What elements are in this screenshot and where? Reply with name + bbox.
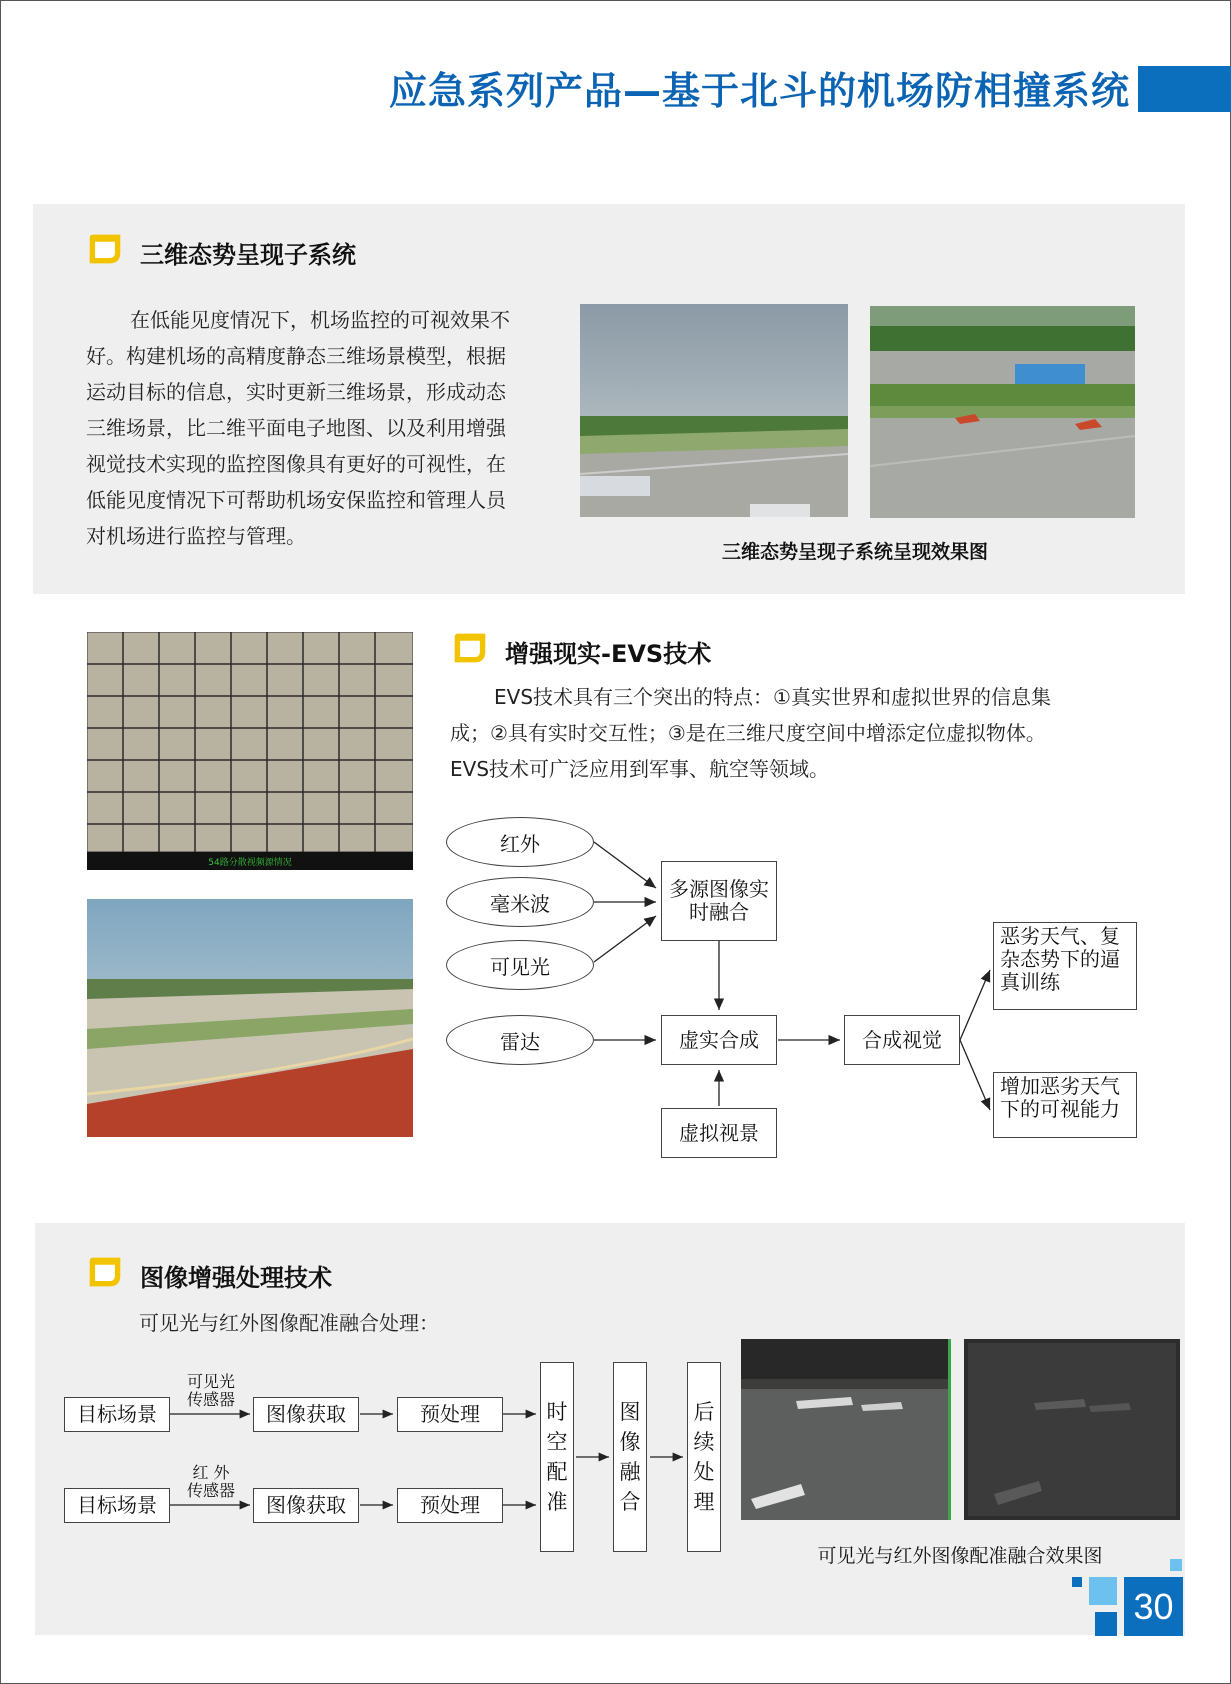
section2-title: 增强现实-EVS技术 [505,640,712,668]
target-scene-box-top: 目标场景 [64,1397,170,1432]
video-grid-image [87,632,413,870]
section1-title: 三维态势呈现子系统 [140,241,356,269]
fusion-box: 多源图像实时融合 [661,861,777,941]
merge-box: 虚实合成 [661,1015,777,1065]
section1-caption: 三维态势呈现子系统呈现效果图 [721,541,988,563]
text-line: 视觉技术实现的监控图像具有更好的可视性，在 [86,452,506,476]
text-line: EVS技术可广泛应用到军事、航空等领域。 [450,757,830,781]
virtual-scene-box: 虚拟视景 [661,1108,777,1158]
text-line: 好。构建机场的高精度静态三维场景模型，根据 [86,344,506,368]
deco-square [1170,1559,1182,1571]
infrared-image [741,1339,951,1520]
target-scene-box-bottom: 目标场景 [64,1488,170,1523]
preprocess-box-bottom: 预处理 [397,1488,503,1523]
thumb-caption: 54路分散视频源情况 [208,858,292,868]
input-visible-light: 可见光 [446,940,594,990]
fused-image [964,1339,1180,1520]
section-folder-icon [86,1254,124,1290]
text-line: 三维场景，比二维平面电子地图、以及利用增强 [86,416,506,440]
section-folder-icon [451,630,489,666]
title-accent-bar [1138,66,1231,112]
deco-square [1089,1577,1117,1605]
sensor-label-infrared: 红 外 传感器 [186,1463,235,1500]
acquire-box-bottom: 图像获取 [253,1488,359,1523]
synthetic-vision-box: 合成视觉 [844,1015,960,1065]
text-line: 在低能见度情况下，机场监控的可视效果不 [130,308,510,332]
image-fusion-box: 图像融合 [613,1362,647,1552]
section3-subtitle: 可见光与红外图像配准融合处理： [139,1311,439,1335]
post-processing-box: 后续处理 [687,1362,721,1552]
input-infrared: 红外 [446,817,594,867]
text-line: EVS技术具有三个突出的特点：①真实世界和虚拟世界的信息集 [494,685,1051,709]
text-line: 运动目标的信息，实时更新三维场景，形成动态 [86,380,506,404]
input-millimeter-wave: 毫米波 [446,877,594,927]
registration-box: 时空配准 [540,1362,574,1552]
scene-image-left [580,304,848,517]
text-line: 对机场进行监控与管理。 [86,524,306,548]
text-line: 成；②具有实时交互性；③是在三维尺度空间中增添定位虚拟物体。 [450,721,1046,745]
output-visibility-box: 增加恶劣天气下的可视能力 [993,1072,1137,1138]
page-title: 应急系列产品—基于北斗的机场防相撞系统 [388,69,1130,113]
airport-3d-image [87,899,413,1137]
deco-square [1095,1612,1117,1636]
text-line: 低能见度情况下可帮助机场安保监控和管理人员 [86,488,506,512]
acquire-box-top: 图像获取 [253,1397,359,1432]
input-radar: 雷达 [446,1015,594,1065]
page-number: 30 [1124,1577,1183,1636]
deco-square [1072,1577,1082,1587]
section2-paragraph [450,679,1150,787]
section3-title: 图像增强处理技术 [140,1264,332,1292]
sensor-label-visible: 可见光 传感器 [186,1372,235,1409]
preprocess-box-top: 预处理 [397,1397,503,1432]
scene-image-right [870,306,1135,518]
section3-caption: 可见光与红外图像配准融合效果图 [817,1545,1103,1567]
output-training-box: 恶劣天气、复杂态势下的逼真训练 [993,922,1137,1010]
section1-paragraph [86,302,556,554]
section-folder-icon [86,231,124,267]
